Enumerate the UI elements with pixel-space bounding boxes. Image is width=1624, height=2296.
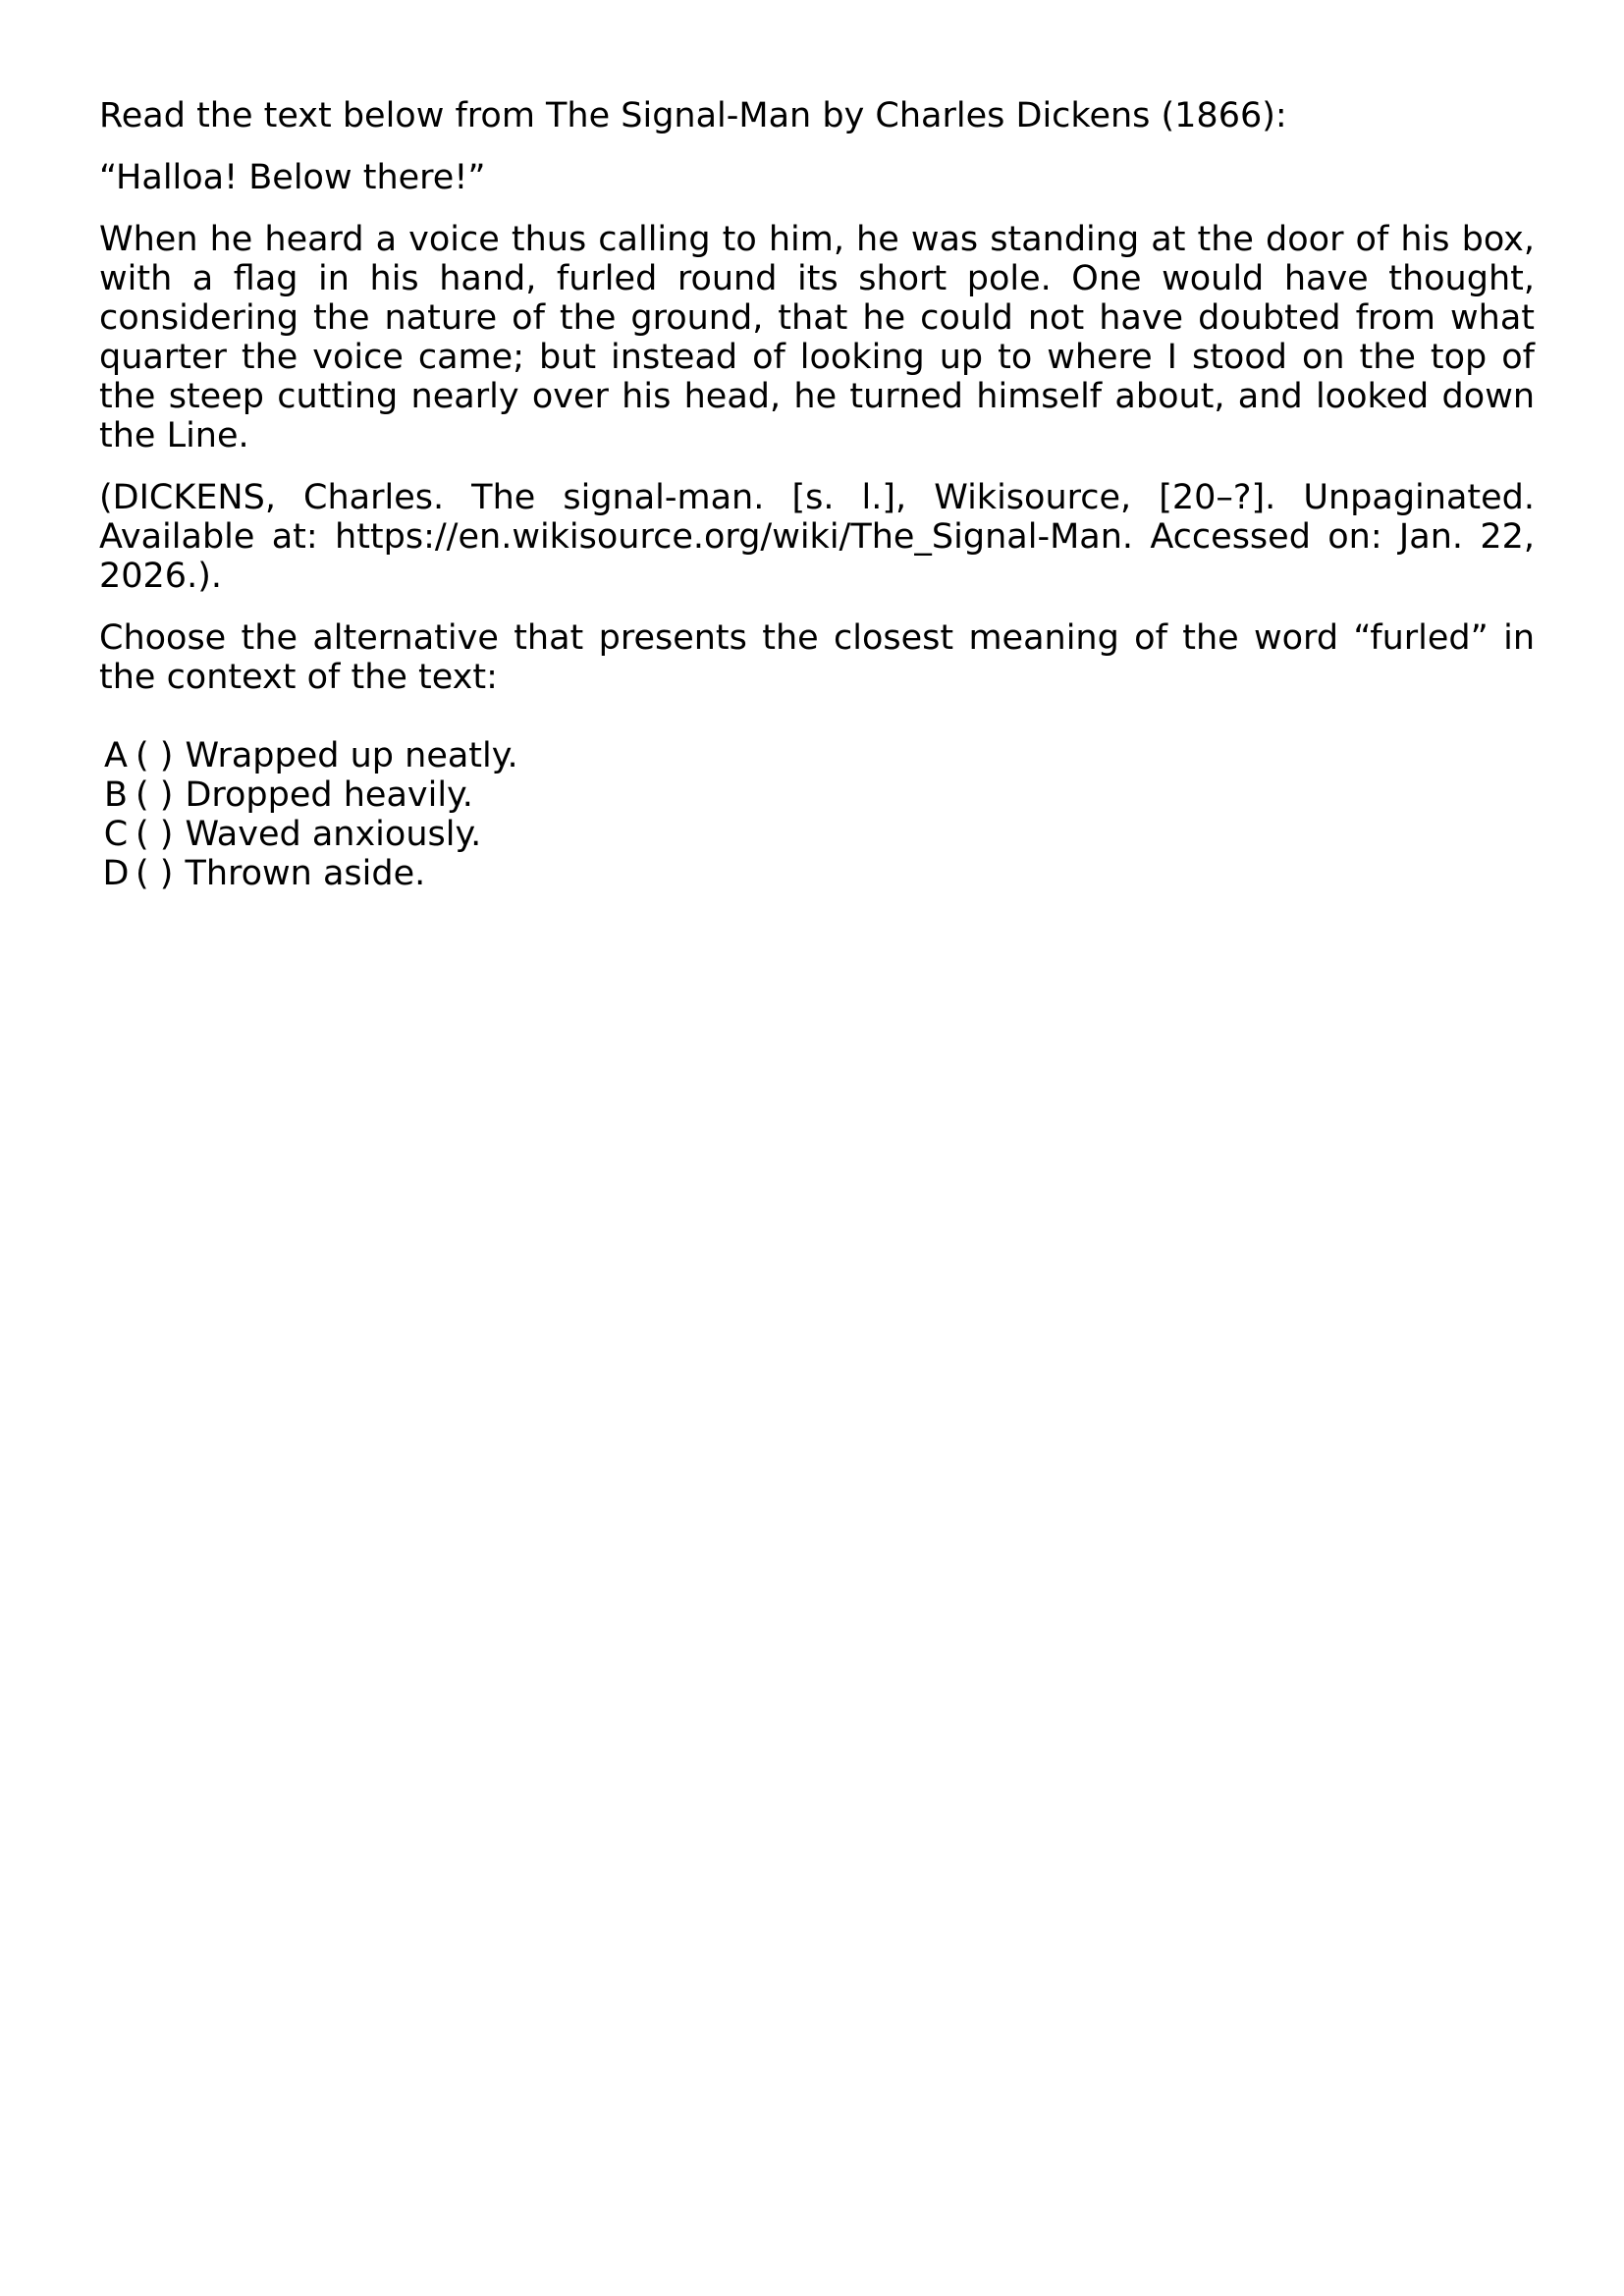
quote-text: “Halloa! Below there!” [99,158,486,197]
passage-text: When he heard a voice thus calling to him, he was standing at the door of his box, with a flag in his hand, furled round its short pole. One would have thought, considering the nature of the ground, that he could not have doubted from what quarter the voice came; but instead of looking up to where I stood on the top of the steep cutting nearly over his head, he turned himself about, and looked down the Line. [99,220,1535,455]
option-text: Waved anxiously. [185,815,482,854]
option-b[interactable] [99,775,1535,815]
option-text: Wrapped up neatly. [185,736,518,775]
document-page [99,96,1535,893]
citation-text: (DICKENS, Charles. The signal-man. [s. l.], Wikisource, [20–?]. Unpaginated. Available at: https://en.wikisource.org/wiki/The_Signal-Man. Accessed on: Jan. 22, 2026.). [99,478,1535,596]
option-a[interactable] [99,736,1535,775]
option-checkbox[interactable]: ( ) [135,736,174,775]
option-checkbox[interactable]: ( ) [135,775,174,815]
option-letter: D [102,854,130,893]
option-letter: A [104,736,128,775]
option-text: Dropped heavily. [185,775,473,815]
question-text: Choose the alternative that presents the closest meaning of the word “furled” in the context of the text: [99,618,1535,697]
option-checkbox[interactable]: ( ) [135,854,174,893]
option-d[interactable] [99,854,1535,893]
intro-text: Read the text below from The Signal-Man by Charles Dickens (1866): [99,96,1287,135]
option-checkbox[interactable]: ( ) [135,815,174,854]
option-letter: C [103,815,129,854]
option-letter: B [103,775,128,815]
option-c[interactable] [99,815,1535,854]
answer-options [99,736,1535,893]
option-text: Thrown aside. [185,854,426,893]
